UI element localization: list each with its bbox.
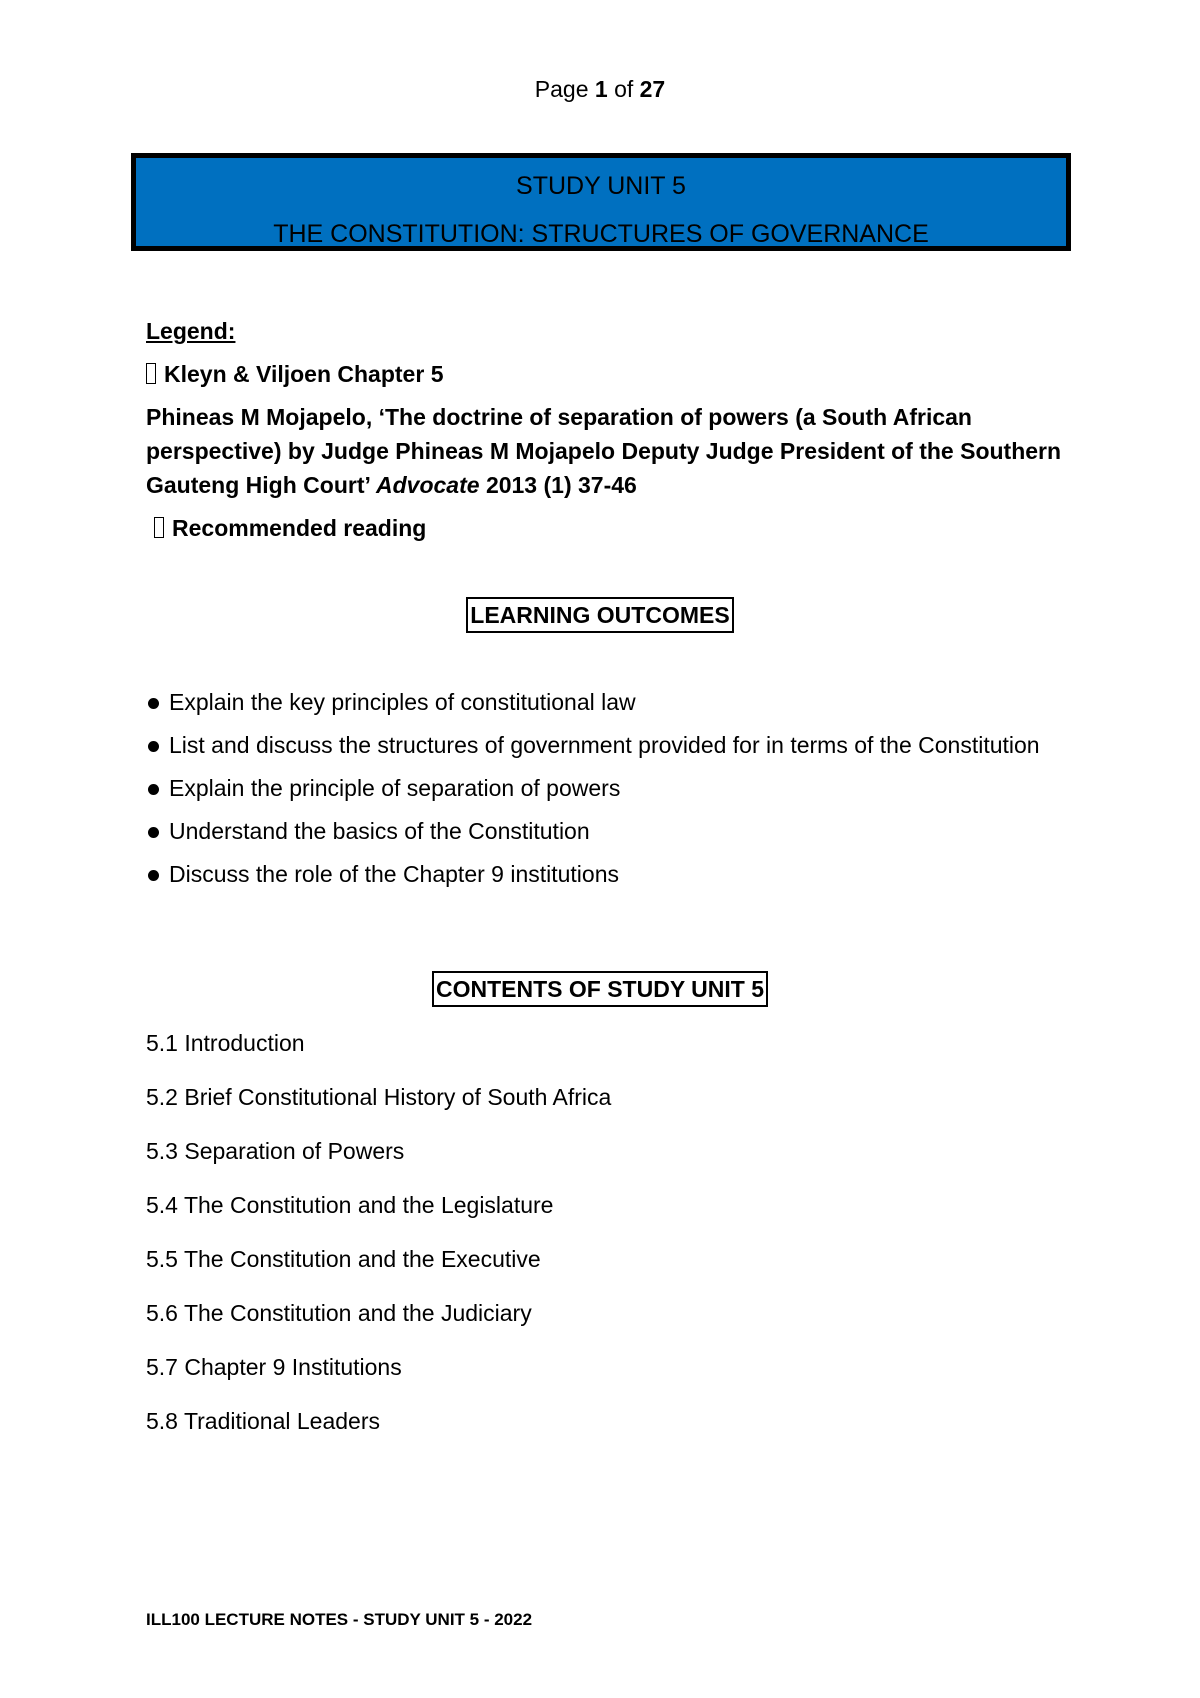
contents-item-5-2: 5.2 Brief Constitutional History of South Africa	[146, 1084, 612, 1110]
list-item	[146, 857, 1046, 891]
list-item	[146, 771, 1046, 805]
list-item	[146, 685, 1046, 719]
legend-section	[146, 314, 1066, 554]
contents-item-5-4: 5.4 The Constitution and the Legislature	[146, 1192, 554, 1218]
bullet-icon	[148, 698, 159, 709]
contents-item-5-1: 5.1 Introduction	[146, 1030, 305, 1056]
study-unit-subtitle: THE CONSTITUTION: STRUCTURES OF GOVERNANCE	[273, 220, 929, 248]
page-number-current: 1	[594, 76, 608, 102]
article-ref-journal: Advocate	[376, 472, 480, 498]
study-unit-title: STUDY UNIT 5	[516, 172, 686, 200]
article-ref-citation: 2013 (1) 37-46	[485, 472, 637, 498]
contents-item-5-5: 5.5 The Constitution and the Executive	[146, 1246, 541, 1272]
outcome-text: List and discuss the structures of government provided for in terms of the Constitution	[169, 732, 1040, 758]
page-number-total: 27	[639, 76, 666, 102]
contents-item-5-3: 5.3 Separation of Powers	[146, 1138, 405, 1164]
book-ref-text: Kleyn & Viljoen Chapter 5	[164, 361, 444, 387]
bullet-icon	[148, 870, 159, 881]
contents-item-5-8: 5.8 Traditional Leaders	[146, 1408, 380, 1434]
bullet-icon	[148, 784, 159, 795]
learning-outcomes-heading-row	[0, 597, 1200, 633]
page-number	[0, 76, 1200, 103]
legend-title: Legend:	[146, 318, 236, 344]
legend-book-ref	[146, 357, 1066, 391]
bullet-icon	[148, 741, 159, 752]
legend-title-row	[146, 314, 1066, 348]
recommended-reading-icon	[154, 517, 164, 538]
recommended-text: Recommended reading	[172, 515, 427, 541]
list-item	[146, 728, 1046, 762]
bullet-icon	[148, 827, 159, 838]
outcome-text: Discuss the role of the Chapter 9 institutions	[169, 861, 620, 887]
contents-heading: CONTENTS OF STUDY UNIT 5	[432, 971, 768, 1007]
outcome-text: Understand the basics of the Constitution	[169, 818, 590, 844]
list-item	[146, 814, 1046, 848]
learning-outcomes-heading: LEARNING OUTCOMES	[466, 597, 733, 633]
legend-recommended	[146, 511, 1066, 545]
outcome-text: Explain the principle of separation of powers	[169, 775, 621, 801]
contents-item-5-6: 5.6 The Constitution and the Judiciary	[146, 1300, 532, 1326]
learning-outcomes-list	[146, 685, 1046, 900]
page-number-of: of	[614, 76, 634, 102]
outcome-text: Explain the key principles of constitutional law	[169, 689, 636, 715]
legend-article-ref	[146, 400, 1066, 502]
page-number-prefix: Page	[534, 76, 589, 102]
page-footer: ILL100 LECTURE NOTES - STUDY UNIT 5 - 2022	[146, 1610, 533, 1629]
contents-heading-row	[0, 971, 1200, 1007]
book-icon	[146, 363, 156, 384]
contents-list	[146, 1026, 1046, 1458]
study-unit-title-box	[131, 153, 1071, 251]
contents-item-5-7: 5.7 Chapter 9 Institutions	[146, 1354, 402, 1380]
article-ref-text: Phineas M Mojapelo, ‘The doctrine of separation of powers (a South African perspective) by Judge Phineas M Mojapelo Deputy Judge President of the Southern Gauteng High Court’	[146, 404, 1062, 498]
